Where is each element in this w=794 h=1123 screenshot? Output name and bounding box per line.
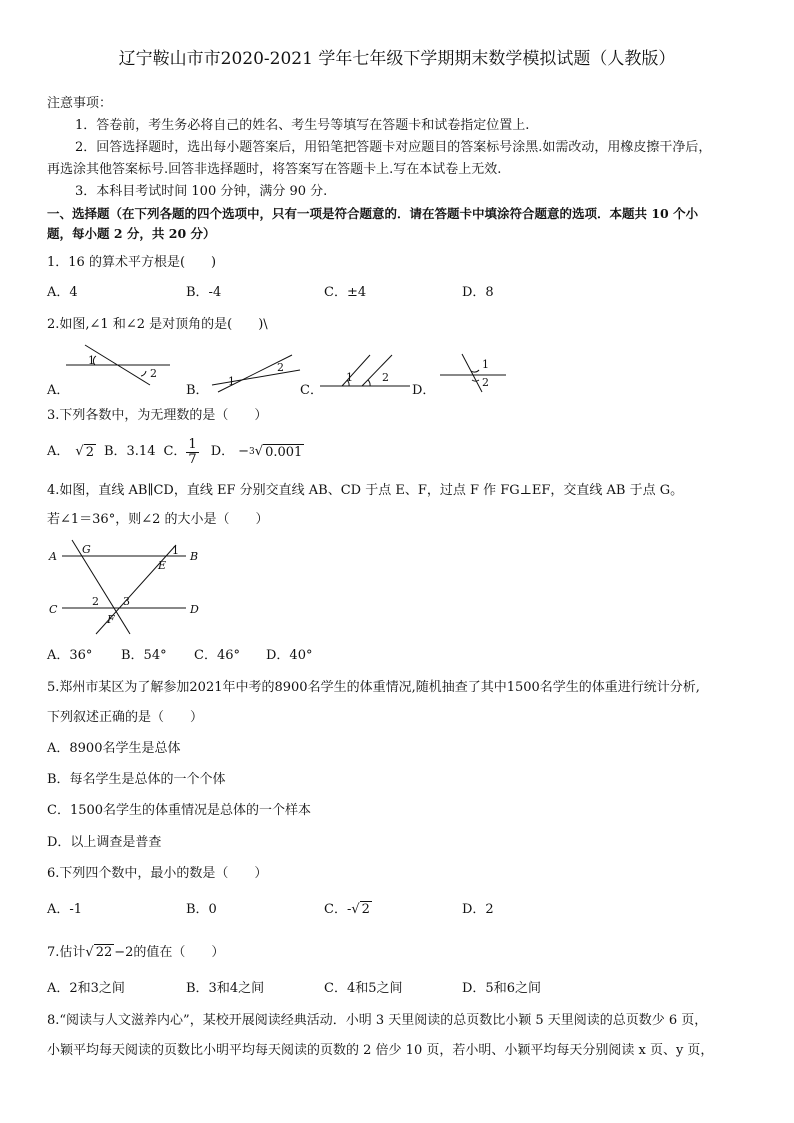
- notice-item: 2．回答选择题时，选出每小题答案后，用铅笔把答题卡对应题目的答案标号涂黑.如需改动，用橡皮擦干净后，: [75, 140, 712, 155]
- q2-option-b: B．: [186, 383, 209, 398]
- q6-option-c-radicand: 2: [361, 902, 370, 917]
- q3-stem: 3.下列各数中，为无理数的是（ ）: [47, 408, 268, 423]
- q4-option-b: B．54°: [121, 648, 167, 663]
- q2-stem: 2.如图,∠1 和∠2 是对顶角的是( )\: [47, 317, 268, 332]
- notice-item: 3．本科目考试时间 100 分钟，满分 90 分.: [75, 184, 328, 199]
- q4-option-a: A．36°: [47, 648, 93, 663]
- q6-option-c: [324, 902, 372, 918]
- q1-option-b: B．-4: [186, 285, 222, 300]
- sqrt-icon: √: [254, 444, 264, 459]
- q2-fig-b-label1: 1: [228, 375, 235, 388]
- q1-option-d: D．8: [462, 285, 494, 300]
- q2-fig-b-label2: 2: [277, 361, 284, 374]
- q3-option-d-label: D．: [210, 444, 235, 459]
- q3-option-c-numerator: 1: [188, 436, 197, 452]
- q4-label-a: A: [49, 550, 57, 563]
- q7-stem: [47, 945, 224, 961]
- q3-option-d-sign: −: [238, 444, 250, 459]
- q1-stem: 1．16 的算术平方根是( ): [47, 255, 217, 270]
- q3-option-d-radicand: 0.001: [265, 444, 303, 460]
- section-heading: 一、选择题（在下列各题的四个选项中，只有一项是符合题意的．请在答题卡中填涂符合题意的选项．本题共 10 个小: [47, 206, 699, 221]
- q2-fig-c-label2: 2: [382, 371, 389, 384]
- q4-label-angle2: 2: [92, 595, 99, 608]
- q6-option-b: B．0: [186, 902, 217, 917]
- q4-line2: 若∠1＝36°，则∠2 的大小是（ ）: [47, 512, 269, 527]
- q8-line2: 小颖平均每天阅读的页数比小明平均每天阅读的页数的 2 倍少 10 页，若小明、小颖平均每天分别阅读 x 页、y 页，: [47, 1043, 714, 1058]
- q4-option-c: C．46°: [194, 648, 240, 663]
- q3-option-b: B．3.14: [103, 444, 156, 459]
- q7-option-c: C．4和5之间: [324, 981, 403, 996]
- q4-label-e: E: [158, 559, 167, 572]
- q7-option-b: B．3和4之间: [186, 981, 265, 996]
- q4-option-d: D．40°: [266, 648, 313, 663]
- q2-fig-c-label1: 1: [346, 371, 353, 384]
- q2-option-a: A．: [47, 383, 70, 398]
- q4-label-d: D: [190, 603, 199, 616]
- page-title: 辽宁鞍山市市2020-2021 学年七年级下学期期末数学模拟试题（人教版）: [118, 49, 676, 69]
- q2-option-d: D．: [412, 383, 436, 398]
- q3-option-c-denominator: 7: [188, 451, 197, 467]
- q1-option-a: A．4: [47, 285, 78, 300]
- q1-option-c: C．±4: [324, 285, 367, 300]
- q4-label-angle3: 3: [123, 595, 130, 608]
- q3-option-a-radicand: 2: [85, 444, 94, 460]
- q4-label-g: G: [82, 543, 91, 556]
- q5-option-a: A．8900名学生是总体: [47, 741, 181, 756]
- q5-option-d: D．以上调查是普查: [47, 835, 162, 850]
- q4-label-f: F: [107, 613, 115, 626]
- q3-option-c-fraction: [186, 438, 198, 467]
- q6-option-c-label: C．-: [324, 902, 352, 917]
- q2-option-c: C．: [300, 383, 323, 398]
- q6-option-d: D．2: [462, 902, 494, 917]
- sqrt-icon: √: [75, 444, 84, 459]
- notice-item: 再选涂其他答案标号.回答非选择题时，将答案写在答题卡上.写在本试卷上无效.: [47, 162, 502, 177]
- q3-option-c-label: C．: [163, 444, 187, 459]
- q5-line2: 下列叙述正确的是（ ）: [47, 710, 204, 725]
- sqrt-icon: √: [351, 902, 360, 917]
- q6-stem: 6.下列四个数中，最小的数是（ ）: [47, 866, 268, 881]
- q4-label-c: C: [49, 603, 58, 616]
- sqrt-icon: √: [85, 945, 94, 960]
- q8-line1: 8.“阅读与人文滋养内心”，某校开展阅读经典活动．小明 3 天里阅读的总页数比小颖 5 天里阅读的总页数少 6 页，: [47, 1013, 708, 1028]
- q7-stem-post: −2的值在（ ）: [114, 945, 225, 960]
- q4-label-angle1: 1: [172, 544, 179, 557]
- q5-option-c: C．1500名学生的体重情况是总体的一个样本: [47, 803, 312, 818]
- q2-fig-a-label2: 2: [150, 367, 157, 380]
- q5-option-b: B．每名学生是总体的一个个体: [47, 772, 226, 787]
- q3-options: [47, 436, 304, 468]
- notice-heading: 注意事项：: [47, 96, 113, 111]
- q7-option-d: D．5和6之间: [462, 981, 541, 996]
- section-heading-cont: 题，每小题 2 分，共 20 分）: [47, 226, 216, 241]
- q7-radicand: 22: [95, 945, 113, 960]
- q7-stem-pre: 7.估计: [47, 945, 86, 960]
- q4-figure: [44, 537, 204, 637]
- q2-figures: [0, 340, 794, 400]
- q3-option-a-label: A．: [47, 444, 70, 459]
- q7-option-a: A．2和3之间: [47, 981, 125, 996]
- q6-option-a: A．-1: [47, 902, 83, 917]
- q2-fig-a-label1: 1: [88, 354, 95, 367]
- notice-item: 1．答卷前，考生务必将自己的姓名、考生号等填写在答题卡和试卷指定位置上.: [75, 118, 530, 133]
- q5-line1: 5.郑州市某区为了解参加2021年中考的8900名学生的体重情况,随机抽查了其中1500名学生的体重进行统计分析,: [47, 680, 700, 695]
- q4-label-b: B: [190, 550, 199, 563]
- q2-fig-d-label1: 1: [482, 358, 489, 371]
- q4-line1: 4.如图，直线 AB∥CD，直线 EF 分别交直线 AB、CD 于点 E、F，过点 F 作 FG⊥EF，交直线 AB 于点 G。: [47, 483, 684, 498]
- q2-fig-d-label2: 2: [482, 376, 489, 389]
- q3-option-d-index: 3: [249, 447, 255, 457]
